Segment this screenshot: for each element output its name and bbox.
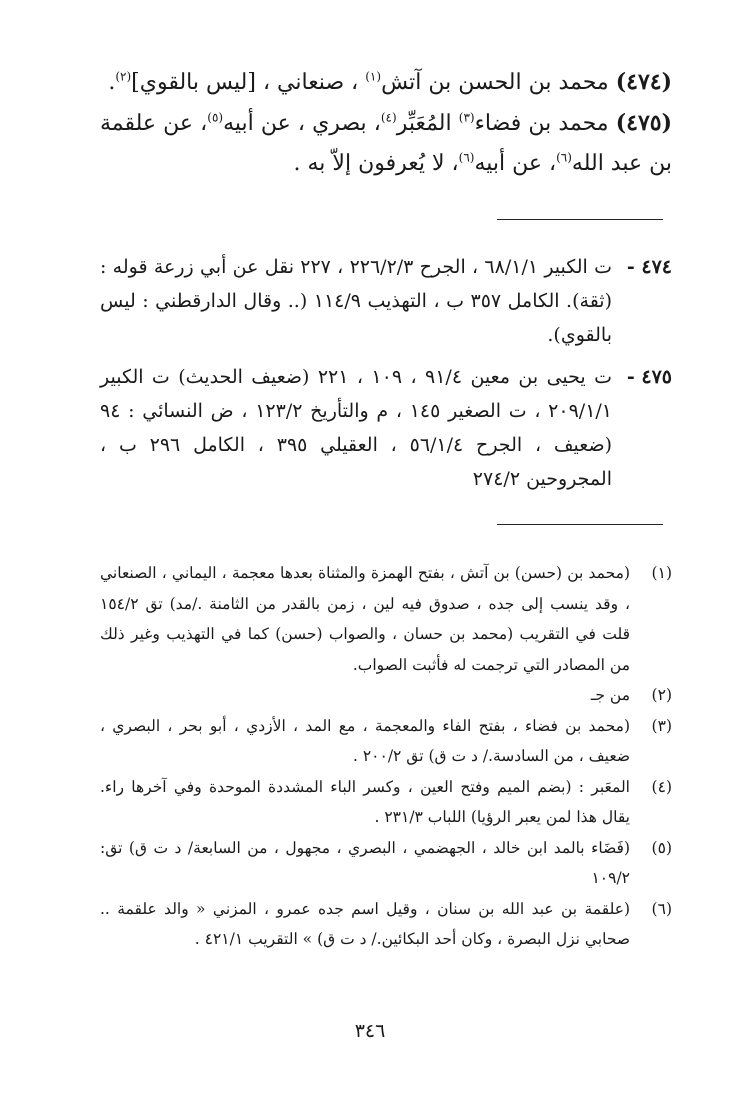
reference-item [100,360,672,496]
footnote-text: (محمد بن (حسن) بن آتش ، بفتح الهمزة والمثناة بعدها معجمة ، اليماني ، الصنعاني ، وقد ينسب إلى جده ، صدوق فيه لين ، زمن بالقدر من الثامنة ./مد) تق ١٥٤/٢ قلت في التقريب (محمد بن حسان ، والصواب (حسن) كما في التهذيب وغير ذلك من المصادر التي ترجمت له فأثبت الصواب. [100,564,630,674]
footnote-text: المعَبر : (بضم الميم وفتح العين ، وكسر الباء المشددة الموحدة وفي آخرها راء. يقال هذا لمن يعبر الرؤيا) اللباب ٢٣١/٣ . [100,777,630,826]
reference-text: ت يحيى بن معين ٩١/٤ ، ١٠٩ ، ٢٢١ (ضعيف الحديث) ت الكبير ٢٠٩/١/١ ، ت الصغير ١٤٥ ، م والتأريخ ١٢٣/٢ ، ض النسائي : ٩٤ (ضعيف ، الجرح ٥٦/١/٤ ، العقيلي ٣٩٥ ، الكامل ٢٩٦ ب ، المجروحين ٢٧٤/٢ [100,366,612,490]
reference-item [100,250,672,352]
footnote-text: (علقمة بن عبد الله بن سنان ، وقيل اسم جده عمرو ، المزني « والد علقمة .. صحابي نزل البصرة ، وكان أحد البكائين./ د ت ق) » التقريب ٤٢١/١ . [100,899,630,948]
footnote-item [100,680,672,711]
footnote-item [100,711,672,772]
footnote-number: (٣) [651,716,672,735]
page-number: ٣٤٦ [354,1020,386,1042]
footnote-marker: (٣) [458,110,475,125]
footnote-text: (محمد بن فضاء ، بفتح الفاء والمعجمة ، مع المد ، الأزدي ، أبو بحر ، البصري ، ضعيف ، من السادسة./ د ت ق) تق ٢٠٠/٢ . [100,716,630,765]
entry-474 [100,62,672,103]
entry-text: محمد بن فضاء [474,111,609,136]
entry-number: (٤٧٤) [615,69,672,95]
footnote-marker: (١) [365,69,382,84]
footnote-item [100,772,672,833]
main-entries [100,62,672,184]
entry-475 [100,103,672,184]
references-section [100,250,672,504]
footnote-divider [497,524,663,525]
entry-text: . [108,70,116,95]
footnote-marker: (٥) [207,110,224,125]
footnote-item [100,894,672,955]
footnote-marker: (٤) [380,110,397,125]
reference-number: ٤٧٤ - [626,256,672,278]
entry-text: ، لا يُعرفون إلاّ به . [293,151,459,176]
entry-text: ، صنعاني ، [ليس بالقوي] [131,70,359,95]
entry-number: (٤٧٥) [615,110,672,136]
footnote-number: (٤) [651,777,672,796]
footnotes-section [100,558,672,955]
footnote-marker: (٢) [115,69,132,84]
section-divider [497,219,663,220]
footnote-number: (٦) [651,899,672,918]
reference-text: ت الكبير ٦٨/١/١ ، الجرح ٢٢٦/٢/٣ ، ٢٢٧ نقل عن أبي زرعة قوله : (ثقة). الكامل ٣٥٧ ب ، التهذيب ١١٤/٩ (.. وقال الدارقطني : ليس بالقوي). [100,256,612,346]
entry-text: المُعَبِّر [396,111,452,136]
entry-text: ، عن علقمة بن عبد الله [100,111,672,176]
footnote-item [100,558,672,680]
footnote-number: (٢) [651,686,672,704]
footnote-text: (فَضَاء بالمد ابن خالد ، الجهضمي ، البصري ، مجهول ، من السابعة/ د ت ق) تق: ١٠٩/٢ [100,838,630,887]
footnote-marker: (٦) [556,150,572,165]
footnote-text: من جـ [590,686,630,704]
entry-text: محمد بن الحسن بن آتش [381,70,609,95]
footnote-item [100,833,672,894]
footnote-number: (١) [651,564,672,582]
footnote-marker: (٦) [458,150,475,165]
footnote-number: (٥) [651,838,672,857]
entry-text: ، عن أبيه [474,151,557,176]
reference-number: ٤٧٥ - [626,366,672,388]
entry-text: ، بصري ، عن أبيه [223,111,381,136]
